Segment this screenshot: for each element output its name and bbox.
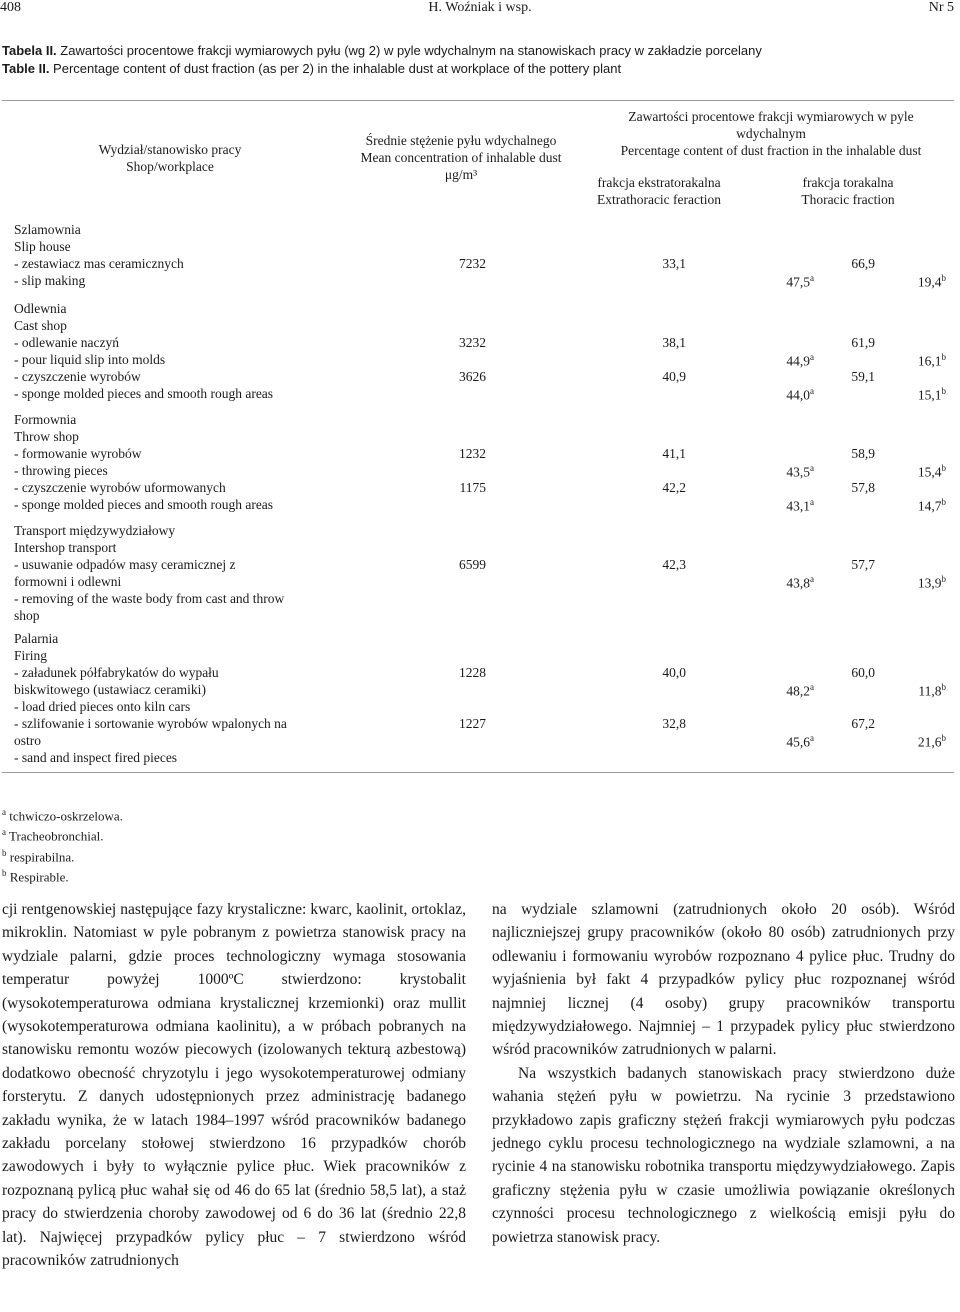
cell-thoracic: 61,9 [851, 335, 875, 350]
cell-extrathoracic: 33,1 [662, 256, 686, 271]
cell-concentration: 1228 [459, 665, 486, 680]
cell-extrathoracic: 42,2 [662, 480, 686, 495]
cell-thoracic: 58,9 [851, 446, 875, 461]
table-footnotes [2, 804, 123, 885]
cell-extrathoracic: 32,8 [662, 716, 686, 731]
table-top-rule [2, 100, 954, 101]
row-label: Throw shop [14, 429, 79, 444]
cell-tracheobronchial: 47,5$^a$ [786, 273, 814, 290]
row-label: ostro [14, 733, 41, 748]
cell-respirable: 16,1$^b$ [917, 352, 946, 369]
header-workplace: Wydział/stanowisko pracy Shop/workplace [98, 142, 242, 174]
cell-concentration: 7232 [459, 256, 486, 271]
footnote: $^a$ Tracheobronchial. [2, 827, 104, 844]
caption-english: Table II. Percentage content of dust fraction (as per 2) in the inhalable dust at workplace of the pottery plant [2, 61, 622, 76]
cell-tracheobronchial: 43,5$^a$ [786, 463, 814, 480]
row-label: - throwing pieces [14, 463, 108, 478]
row-label: Formownia [14, 412, 77, 427]
header-concentration: Średnie stężenie pyłu wdychalnego Mean concentration of inhalable dust μg/m³ [360, 133, 562, 182]
row-label: - zestawiacz mas ceramicznych [14, 256, 184, 271]
row-label: Transport międzywydziałowy [14, 523, 176, 538]
cell-respirable: 15,1$^b$ [917, 386, 946, 403]
issue-number: Nr 5 [928, 0, 954, 15]
row-label: - load dried pieces onto kiln cars [14, 699, 191, 714]
cell-tracheobronchial: 44,9$^a$ [786, 352, 814, 369]
row-label: biskwitowego (ustawiacz ceramiki) [14, 682, 206, 697]
cell-thoracic: 57,7 [851, 557, 875, 572]
caption-polish: Tabela II. Zawartości procentowe frakcji wymiarowych pyłu (wg 2) w pyle wdychalnym na stanowiskach pracy w zakładzie porcelany [2, 43, 762, 58]
cell-extrathoracic: 42,3 [662, 557, 686, 572]
body-column-left [2, 898, 466, 1273]
body-paragraph: Na wszystkich badanych stanowiskach pracy stwierdzono duże wahania stężeń pyłu w powietrzu. Na rycinie 3 przedstawiono przykładowo zapis graficzny stężeń frakcji wymiarowych pyłu podczas jednego cyklu procesu technologicznego na wydziale szlamowni, a na rycinie 4 na stanowisku robotnika transportu międzywydziałowego. Zapis graficzny stężenia pyłu w czasie umożliwia powiązanie określonych czynności procesu technologicznego z wielkością emisji pyłu do powietrza stanowisk pracy. [492, 1064, 955, 1246]
cell-respirable: 14,7$^b$ [917, 497, 946, 514]
cell-respirable: 15,4$^b$ [917, 463, 946, 480]
header-thoracic: frakcja torakalna Thoracic fraction [801, 175, 895, 207]
row-label: - szlifowanie i sortowanie wyrobów wpalonych na [14, 716, 287, 731]
footnote: $^b$ Respirable. [2, 867, 69, 885]
row-label: Odlewnia [14, 301, 67, 316]
cell-extrathoracic: 41,1 [662, 446, 686, 461]
row-label: - formowanie wyrobów [14, 446, 142, 461]
table-caption [2, 42, 952, 78]
header-fraction-group: Zawartości procentowe frakcji wymiarowych w pyle wdychalnym Percentage content of dust fraction in the inhalable dust [620, 109, 922, 158]
cell-thoracic: 57,8 [851, 480, 875, 495]
cell-tracheobronchial: 48,2$^a$ [786, 682, 814, 699]
cell-thoracic: 59,1 [851, 369, 875, 384]
cell-respirable: 13,9$^b$ [917, 574, 946, 591]
row-label: formowni i odlewni [14, 574, 122, 589]
cell-thoracic: 66,9 [851, 256, 875, 271]
row-label: - sand and inspect fired pieces [14, 750, 178, 765]
body-column-right [492, 898, 955, 1249]
row-label: Intershop transport [14, 540, 117, 555]
row-label: - usuwanie odpadów masy ceramicznej z [14, 557, 236, 572]
cell-respirable: 19,4$^b$ [917, 273, 946, 290]
row-label: - czyszczenie wyrobów [14, 369, 141, 384]
footnote: $^b$ respirabilna. [2, 847, 75, 864]
cell-concentration: 1175 [459, 480, 486, 495]
row-label: - sponge molded pieces and smooth rough areas [14, 497, 274, 512]
cell-tracheobronchial: 43,1$^a$ [786, 497, 814, 514]
row-label: shop [14, 608, 40, 623]
row-label: - załadunek półfabrykatów do wypału [14, 665, 219, 680]
row-label: - removing of the waste body from cast and throw [14, 591, 285, 606]
cell-concentration: 3232 [459, 335, 486, 350]
cell-extrathoracic: 40,0 [662, 665, 686, 680]
row-label: Firing [14, 648, 48, 663]
cell-thoracic: 67,2 [851, 716, 875, 731]
cell-tracheobronchial: 43,8$^a$ [786, 574, 814, 591]
row-label: Slip house [14, 239, 71, 254]
cell-extrathoracic: 40,9 [662, 369, 686, 384]
cell-concentration: 1227 [459, 716, 486, 731]
row-label: - czyszczenie wyrobów uformowanych [14, 480, 226, 495]
page-number: 408 [0, 0, 21, 15]
header-extrathoracic: frakcja ekstratorakalna Extrathoracic feraction [596, 175, 722, 207]
table-bottom-rule [2, 772, 954, 773]
row-label: - sponge molded pieces and smooth rough areas [14, 386, 274, 401]
row-label: - odlewanie naczyń [14, 335, 119, 350]
running-head [0, 0, 960, 16]
row-label: - slip making [14, 273, 86, 288]
body-paragraph: cji rentgenowskiej następujące fazy krystaliczne: kwarc, kaolinit, ortoklaz, mikroklin. Natomiast w pyle pobranym z powietrza stanowisk pracy na wydziale palarni, gdzie proces technologiczny wymaga stosowania temperatur powyżej 1000ºC stwierdzono: krystobalit (wysokotemperaturowa odmiana krystalicznej krzemionki) oraz mullit (wysokotemperaturowa odmiana kaolinitu), a w próbach pobranych na stanowisku remontu wozów piecowych (izolowanych tekturą azbestową) dodatkowo obecność chryzotylu i jego wysokotemperaturowej odmiany forsterytu. Z danych udostępnionych przez administrację badanego zakładu wynika, że w latach 1984–1997 wśród pracowników badanego zakładu porcelany stołowej stwierdzono 16 przypadków chorób zawodowych i były to wyłącznie pylice płuc. Wiek pracowników z rozpoznaną pylicą płuc wahał się od 46 do 65 lat (średnio 58,5 lat), a staż pracy do stwierdzenia choroby zawodowej od 6 do 36 lat (średnio 22,8 lat). Najwięcej przypadków pylicy płuc – 7 stwierdzono wśród pracowników zatrudnionych [2, 901, 466, 1270]
row-label: - pour liquid slip into molds [14, 352, 166, 367]
running-title: H. Woźniak i wsp. [428, 0, 532, 15]
cell-tracheobronchial: 44,0$^a$ [786, 386, 814, 403]
cell-respirable: 11,8$^b$ [918, 682, 946, 699]
footnote: $^a$ tchwiczo-oskrzelowa. [2, 807, 123, 824]
row-label: Szlamownia [14, 222, 81, 237]
cell-concentration: 3626 [459, 369, 486, 384]
body-paragraph: na wydziale szlamowni (zatrudnionych około 20 osób). Wśród najliczniejszej grupy pracowników (około 80 osób) zatrudnionych przy odlewaniu i formowaniu wyrobów rozpoznano 4 pylice płuc. Trudny do wyjaśnienia był fakt 4 przypadków pylicy płuc rozpoznanej wśród najmniej licznej (4 osoby) grupy pracowników transportu międzywydziałowego. Najmniej – 1 przypadek pylicy płuc stwierdzono wśród pracowników zatrudnionych w palarni. [492, 901, 955, 1059]
cell-respirable: 21,6$^b$ [917, 733, 946, 750]
cell-tracheobronchial: 45,6$^a$ [786, 733, 814, 750]
row-label: Cast shop [14, 318, 67, 333]
cell-concentration: 6599 [459, 557, 486, 572]
row-label: Palarnia [14, 631, 59, 646]
cell-thoracic: 60,0 [851, 665, 875, 680]
cell-concentration: 1232 [459, 446, 486, 461]
cell-extrathoracic: 38,1 [662, 335, 686, 350]
